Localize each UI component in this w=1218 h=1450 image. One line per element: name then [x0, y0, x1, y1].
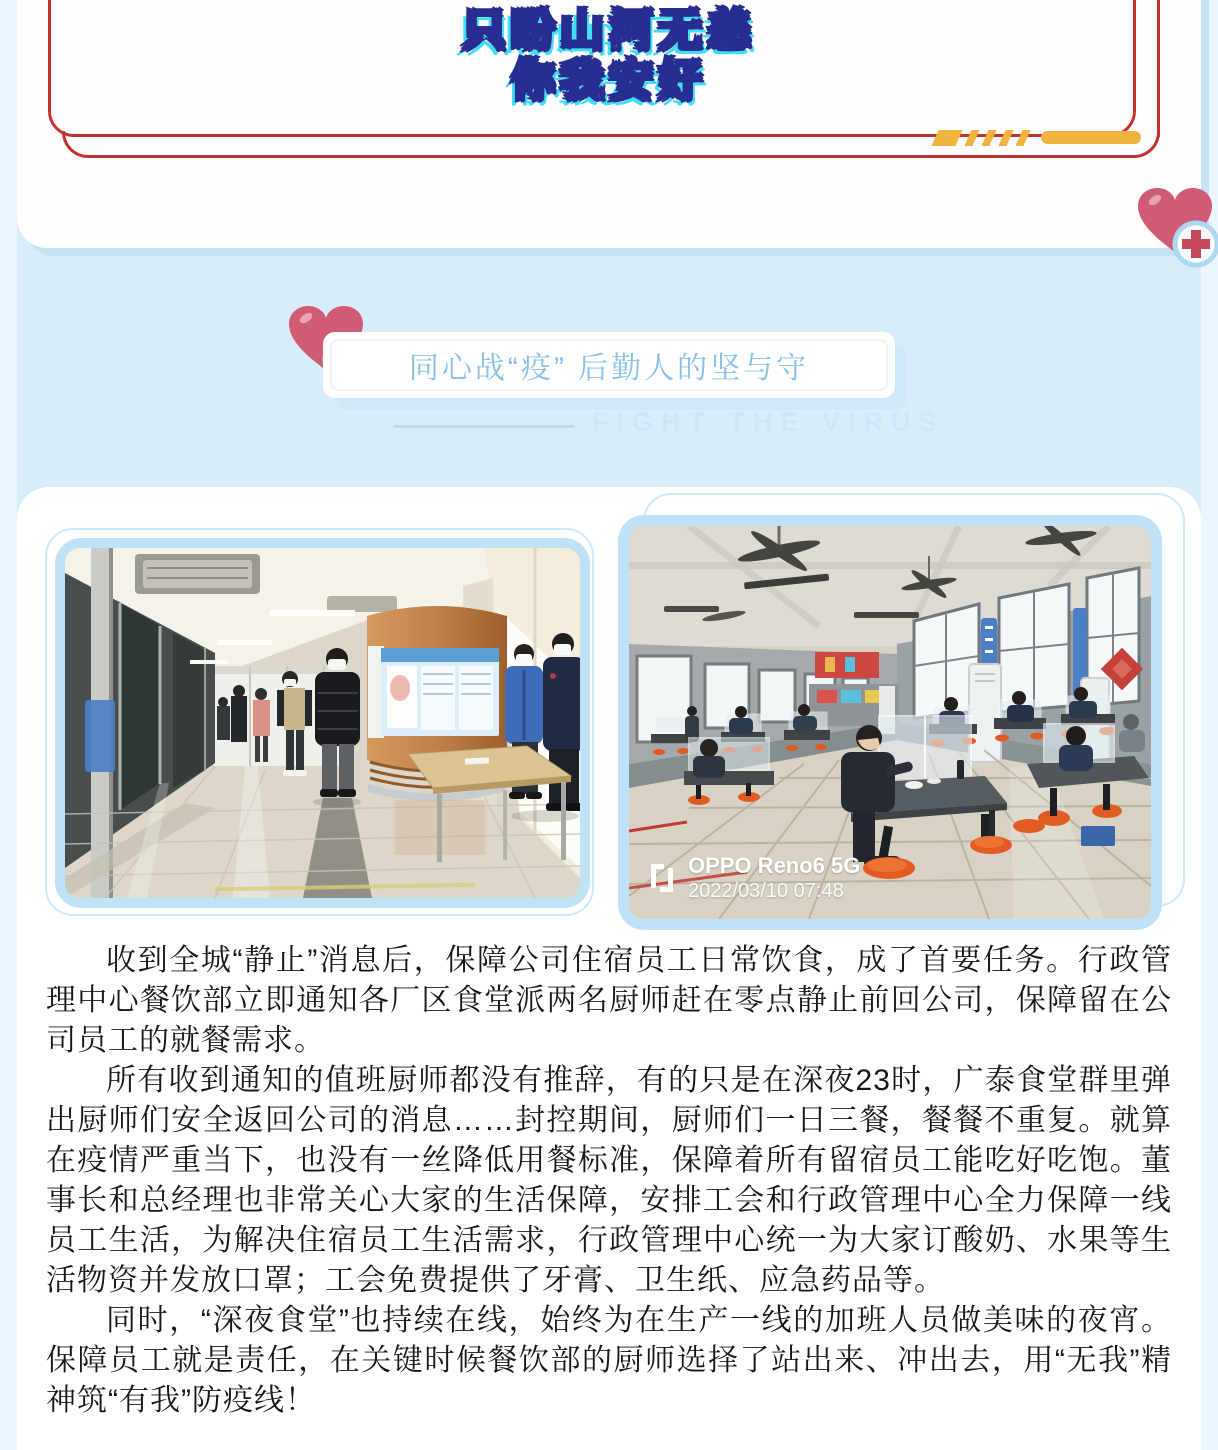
watermark-datetime: 2022/03/10 07:48 [688, 880, 844, 902]
banner-title-line1: 只盼山河无恙 [462, 6, 756, 55]
article-paragraph-2: 所有收到通知的值班厨师都没有推辞，有的只是在深夜23时，广泰食堂群里弹出厨师们安全返回公司的消息……封控期间，厨师们一日三餐，餐餐不重复。就算在疫情严重当下，也没有一丝降低用餐标准，保障着所有留宿员工能吃好吃饱。董事长和总经理也非常关心大家的生活保障，安排工会和行政管理中心全力保障一线员工生活，为解决住宿员工生活需求，行政管理中心统一为大家订酸奶、水果等生活物资并发放口罩；工会免费提供了牙膏、卫生纸、应急药品等。 [46, 1064, 1172, 1297]
section-title: 同心战“疫” 后勤人的坚与守 [408, 352, 810, 385]
article-body [46, 941, 1172, 1421]
heart-cross-icon [1133, 186, 1218, 270]
banner-title-line2: 你我安好 [511, 56, 707, 105]
corridor-queue-photo[interactable] [65, 548, 580, 898]
article-paragraph-1: 收到全城“静止”消息后，保障公司住宿员工日常饮食，成了首要任务。行政管理中心餐饮部立即通知各厂区食堂派两名厨师赶在零点静止前回公司，保障留在公司员工的就餐需求。 [46, 944, 1172, 1057]
oppo-logo-icon [649, 862, 675, 894]
canteen-photo[interactable] [629, 526, 1151, 919]
photo-watermark [649, 853, 860, 903]
section-subtitle: FIGHT THE VIRUS [592, 407, 945, 437]
article-paragraph-3: 同时，“深夜食堂”也持续在线，始终为在生产一线的加班人员做美味的夜宵。保障员工就是责任，在关键时候餐饮部的厨师选择了站出来、冲出去，用“无我”精神筑“有我”防疫线！ [46, 1304, 1172, 1417]
subtitle-divider-line [393, 425, 575, 428]
banner-title [0, 6, 1218, 106]
orange-slash-decoration [935, 129, 1141, 146]
section-header-box [323, 332, 895, 398]
watermark-device: OPPO Reno6 5G [688, 853, 861, 878]
